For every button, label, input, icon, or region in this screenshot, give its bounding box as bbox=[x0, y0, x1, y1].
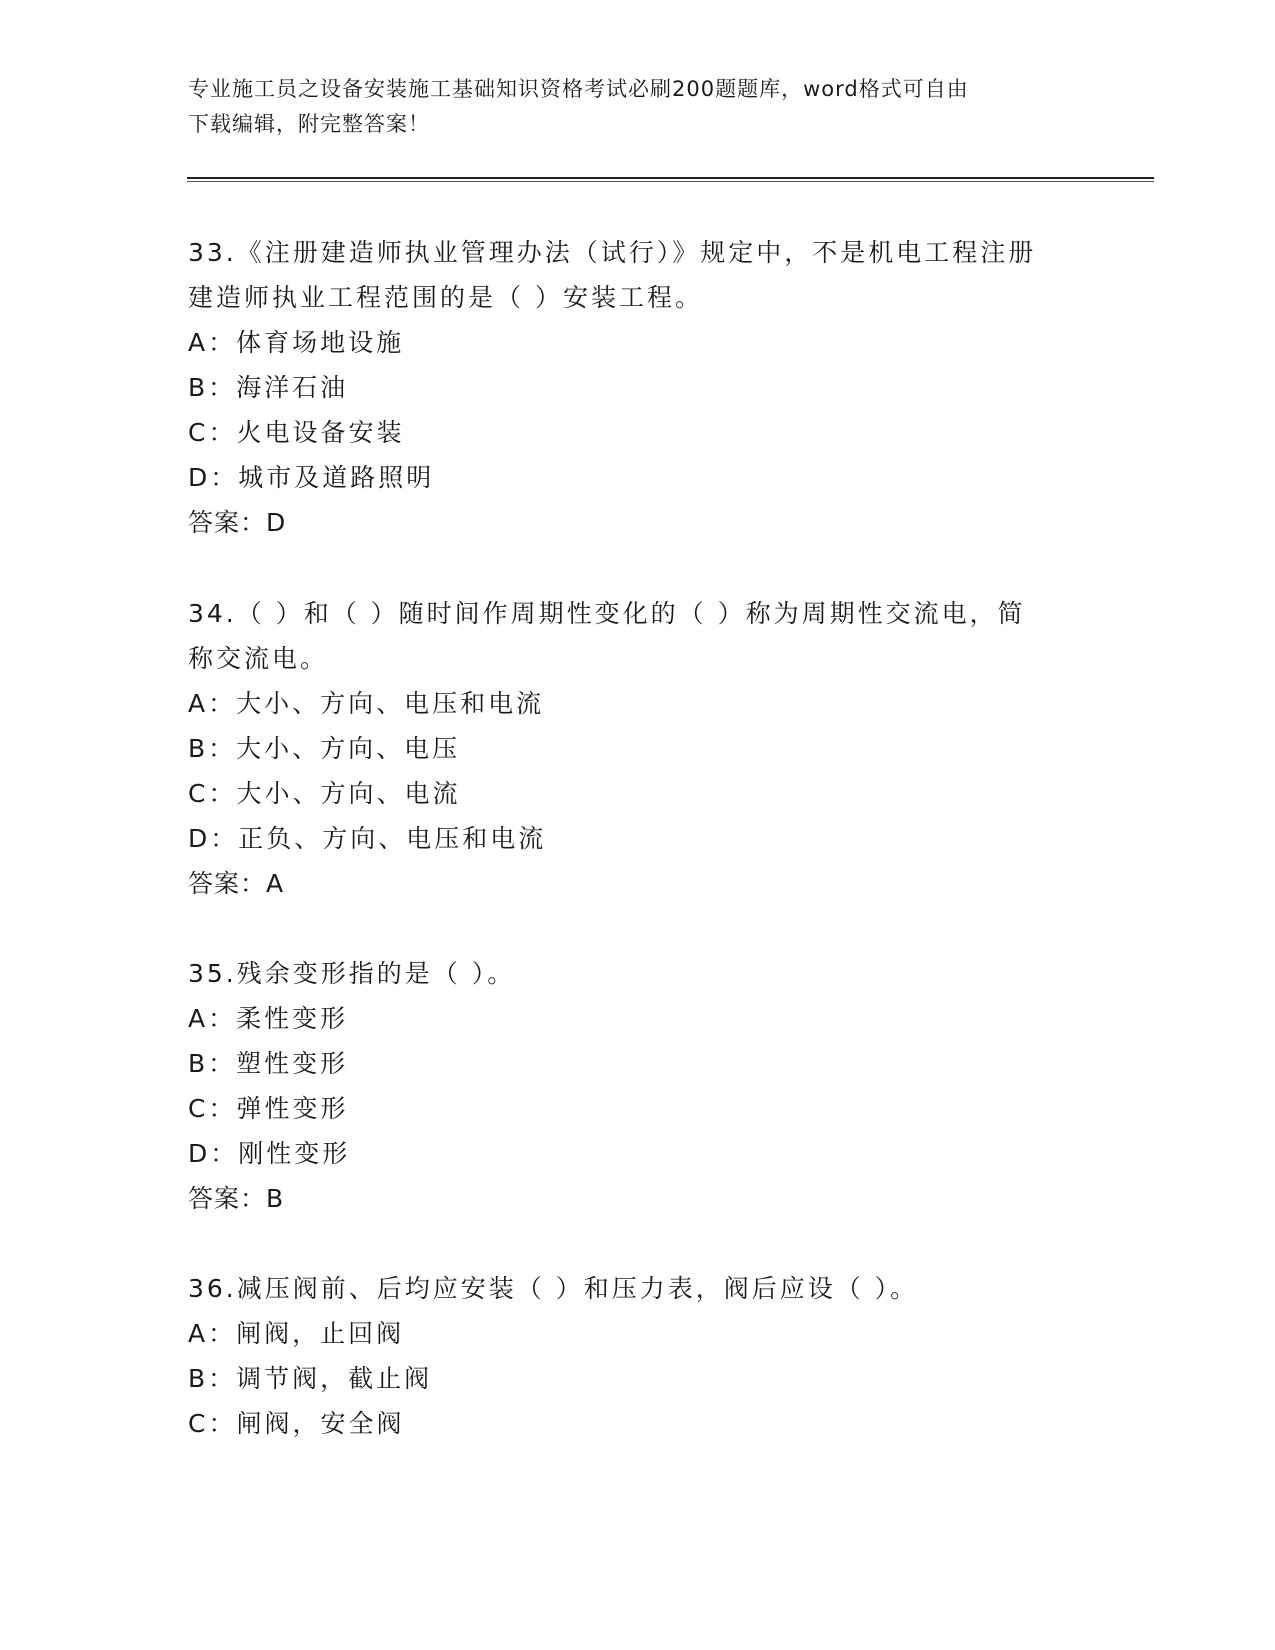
option-c: C：弹性变形 bbox=[188, 1094, 349, 1123]
header-divider-thick bbox=[187, 177, 1154, 179]
question-33 bbox=[188, 230, 1088, 545]
option-a: A：柔性变形 bbox=[188, 1004, 349, 1033]
option-d: D：正负、方向、电压和电流 bbox=[188, 824, 547, 853]
header-divider-thin bbox=[187, 181, 1154, 182]
answer: 答案：D bbox=[188, 508, 287, 537]
question-stem-line: 建造师执业工程范围的是（ ）安装工程。 bbox=[188, 283, 703, 312]
option-c: C：闸阀，安全阀 bbox=[188, 1409, 405, 1438]
question-stem-line: 称交流电。 bbox=[188, 644, 329, 673]
question-stem bbox=[188, 1266, 1088, 1311]
option-a: A：大小、方向、电压和电流 bbox=[188, 689, 545, 718]
question-stem-line: 35.残余变形指的是（ ）。 bbox=[188, 959, 516, 988]
question-stem-line: 36.减压阀前、后均应安装（ ）和压力表，阀后应设（ ）。 bbox=[188, 1274, 919, 1303]
question-stem bbox=[188, 951, 1088, 996]
header-line-2: 下载编辑，附完整答案！ bbox=[188, 112, 430, 136]
question-34 bbox=[188, 591, 1088, 906]
option-a: A：体育场地设施 bbox=[188, 328, 405, 357]
answer: 答案：A bbox=[188, 869, 285, 898]
answer: 答案：B bbox=[188, 1184, 285, 1213]
question-stem-line: 34.（ ）和（ ）随时间作周期性变化的（ ）称为周期性交流电，简 bbox=[188, 599, 1026, 628]
option-b: B：海洋石油 bbox=[188, 373, 349, 402]
option-b: B：塑性变形 bbox=[188, 1049, 349, 1078]
question-stem-line: 33.《注册建造师执业管理办法（试行）》规定中，不是机电工程注册 bbox=[188, 238, 1037, 267]
option-a: A：闸阀，止回阀 bbox=[188, 1319, 405, 1348]
option-d: D：城市及道路照明 bbox=[188, 463, 435, 492]
option-c: C：大小、方向、电流 bbox=[188, 779, 461, 808]
question-stem bbox=[188, 591, 1088, 681]
option-b: B：调节阀，截止阀 bbox=[188, 1364, 433, 1393]
question-stem bbox=[188, 230, 1088, 320]
question-35 bbox=[188, 951, 1088, 1221]
document-header bbox=[188, 72, 1088, 142]
header-line-1: 专业施工员之设备安装施工基础知识资格考试必刷200题题库，word格式可自由 bbox=[188, 77, 969, 101]
option-c: C：火电设备安装 bbox=[188, 418, 405, 447]
option-d: D：刚性变形 bbox=[188, 1139, 351, 1168]
question-36 bbox=[188, 1266, 1088, 1446]
option-b: B：大小、方向、电压 bbox=[188, 734, 461, 763]
